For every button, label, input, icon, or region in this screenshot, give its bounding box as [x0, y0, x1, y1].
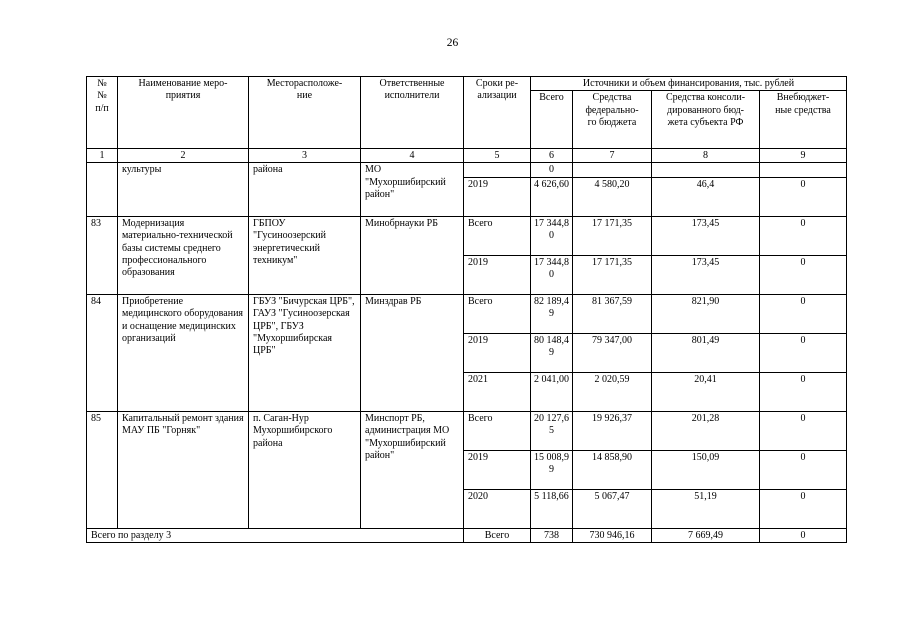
total-cell: 15 008,99	[531, 450, 573, 489]
period-cell: Всего	[464, 216, 531, 255]
responsible-cell: Минздрав РБ	[361, 294, 464, 411]
section-total-label: Всего по разделу 3	[87, 528, 464, 542]
location-cell: ГБПОУ "Гусиноозерский энергетический техникум"	[249, 216, 361, 294]
period-cell	[464, 163, 531, 177]
total-cell: 17 344,80	[531, 255, 573, 294]
total-cell: 4 626,60	[531, 177, 573, 216]
federal-cell: 17 171,35	[573, 216, 652, 255]
activity-name-cell: культуры	[118, 163, 249, 216]
header-number: № № п/п	[87, 77, 118, 149]
activity-name-cell: Приобретение медицинского оборудования и оснащение медицинских организаций	[118, 294, 249, 411]
total-cell: 738	[531, 528, 573, 542]
extrabudget-cell: 0	[760, 489, 847, 528]
header-location: Месторасположе- ние	[249, 77, 361, 149]
header-funding-group: Источники и объем финансирования, тыс. рублей	[531, 77, 847, 91]
header-responsible: Ответственные исполнители	[361, 77, 464, 149]
period-cell: Всего	[464, 411, 531, 450]
extrabudget-cell: 0	[760, 177, 847, 216]
regional-cell: 201,28	[652, 411, 760, 450]
period-cell: 2019	[464, 177, 531, 216]
extrabudget-cell: 0	[760, 216, 847, 255]
row-number-cell: 84	[87, 294, 118, 411]
extrabudget-cell: 0	[760, 255, 847, 294]
federal-cell: 14 858,90	[573, 450, 652, 489]
regional-cell: 20,41	[652, 372, 760, 411]
table-row	[87, 294, 847, 333]
location-cell: ГБУЗ "Бичурская ЦРБ", ГАУЗ "Гусиноозерская ЦРБ", ГБУЗ "Мухоршибирская ЦРБ"	[249, 294, 361, 411]
federal-cell: 5 067,47	[573, 489, 652, 528]
federal-cell: 17 171,35	[573, 255, 652, 294]
federal-cell: 19 926,37	[573, 411, 652, 450]
extrabudget-cell: 0	[760, 294, 847, 333]
row-number-cell	[87, 163, 118, 216]
regional-cell: 51,19	[652, 489, 760, 528]
total-cell: 20 127,65	[531, 411, 573, 450]
extrabudget-cell	[760, 163, 847, 177]
regional-cell: 150,09	[652, 450, 760, 489]
table-row	[87, 216, 847, 255]
responsible-cell: Минспорт РБ, администрация МО "Мухоршибирский район"	[361, 411, 464, 528]
period-cell: 2020	[464, 489, 531, 528]
header-federal: Средства федерально- го бюджета	[573, 91, 652, 149]
location-cell: п. Саган-Нур Мухоршибирского района	[249, 411, 361, 528]
responsible-cell: МО "Мухоршибирский район"	[361, 163, 464, 216]
total-cell: 82 189,49	[531, 294, 573, 333]
responsible-cell: Минобрнауки РБ	[361, 216, 464, 294]
regional-cell	[652, 163, 760, 177]
row-number-cell: 83	[87, 216, 118, 294]
column-number-row	[87, 149, 847, 163]
activity-name-cell: Модернизация материально-технической базы системы среднего профессионального образования	[118, 216, 249, 294]
header-period: Сроки ре- ализации	[464, 77, 531, 149]
column-number: 5	[464, 149, 531, 163]
total-cell: 17 344,80	[531, 216, 573, 255]
period-cell: 2019	[464, 450, 531, 489]
column-number: 2	[118, 149, 249, 163]
extrabudget-cell: 0	[760, 528, 847, 542]
period-cell: 2019	[464, 333, 531, 372]
column-number: 1	[87, 149, 118, 163]
extrabudget-cell: 0	[760, 411, 847, 450]
federal-cell: 81 367,59	[573, 294, 652, 333]
federal-cell: 2 020,59	[573, 372, 652, 411]
federal-cell: 4 580,20	[573, 177, 652, 216]
regional-cell: 821,90	[652, 294, 760, 333]
funding-table	[86, 76, 847, 543]
extrabudget-cell: 0	[760, 372, 847, 411]
page-number: 26	[446, 37, 459, 49]
column-number: 3	[249, 149, 361, 163]
header-name: Наименование меро- приятия	[118, 77, 249, 149]
regional-cell: 173,45	[652, 216, 760, 255]
regional-cell: 46,4	[652, 177, 760, 216]
extrabudget-cell: 0	[760, 450, 847, 489]
period-cell: Всего	[464, 528, 531, 542]
row-number-cell: 85	[87, 411, 118, 528]
column-number: 6	[531, 149, 573, 163]
table-row	[87, 411, 847, 450]
column-number: 8	[652, 149, 760, 163]
column-number: 4	[361, 149, 464, 163]
period-cell: 2021	[464, 372, 531, 411]
federal-cell: 79 347,00	[573, 333, 652, 372]
federal-cell: 730 946,16	[573, 528, 652, 542]
header-total: Всего	[531, 91, 573, 149]
total-cell: 2 041,00	[531, 372, 573, 411]
section-total-row	[87, 528, 847, 542]
header-regional: Средства консоли- дированного бюд- жета субъекта РФ	[652, 91, 760, 149]
period-cell: Всего	[464, 294, 531, 333]
period-cell: 2019	[464, 255, 531, 294]
location-cell: района	[249, 163, 361, 216]
total-cell: 5 118,66	[531, 489, 573, 528]
activity-name-cell: Капитальный ремонт здания МАУ ПБ "Горняк"	[118, 411, 249, 528]
federal-cell	[573, 163, 652, 177]
regional-cell: 7 669,49	[652, 528, 760, 542]
table-row	[87, 163, 847, 177]
header-extrabudget: Внебюджет- ные средства	[760, 91, 847, 149]
regional-cell: 173,45	[652, 255, 760, 294]
column-number: 7	[573, 149, 652, 163]
total-cell: 80 148,49	[531, 333, 573, 372]
column-number: 9	[760, 149, 847, 163]
total-cell: 0	[531, 163, 573, 177]
extrabudget-cell: 0	[760, 333, 847, 372]
regional-cell: 801,49	[652, 333, 760, 372]
